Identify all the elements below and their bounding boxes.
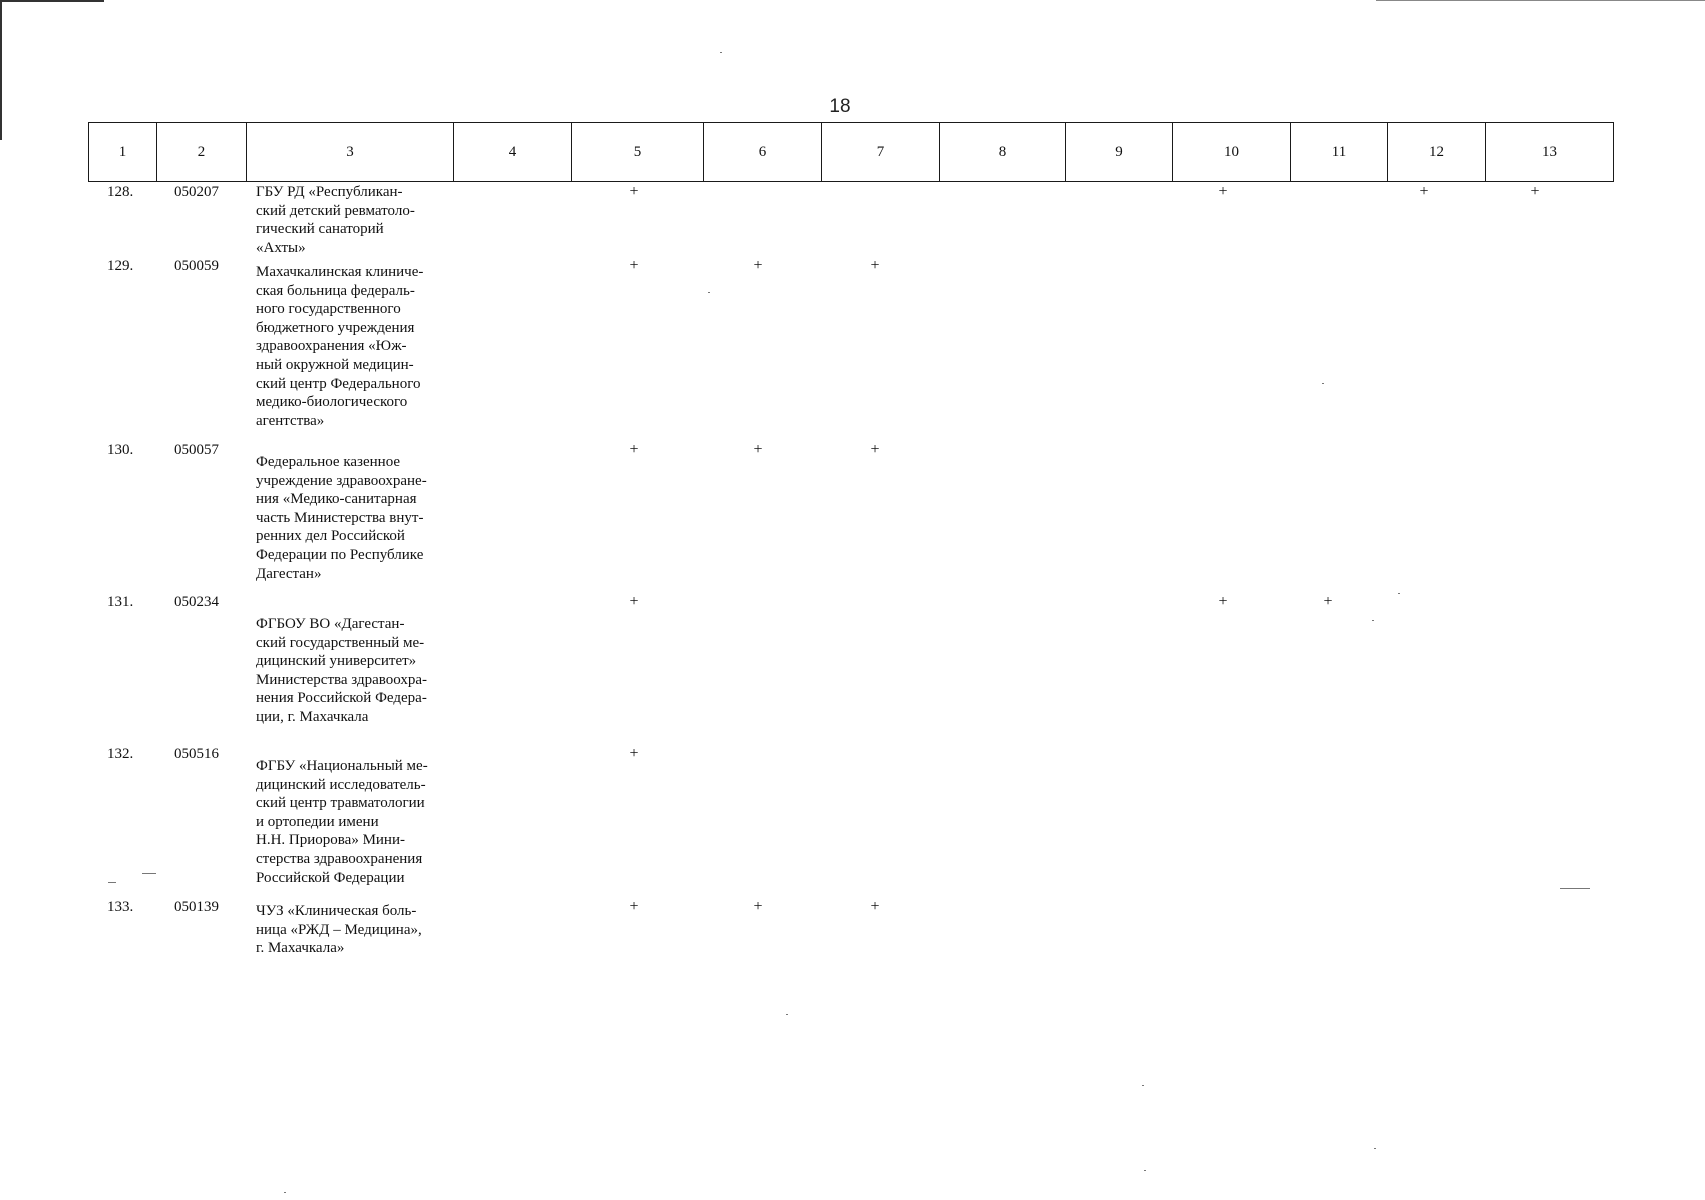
row-number: 128. (107, 184, 134, 200)
column-header-11: 11 (1291, 123, 1388, 182)
row-code: 050057 (174, 442, 219, 458)
column-header-8: 8 (940, 123, 1066, 182)
row-code: 050059 (174, 258, 219, 274)
column-header-2: 2 (157, 123, 247, 182)
name-line: Н.Н. Приорова» Мини- (256, 832, 405, 849)
mark-col-5: + (629, 898, 639, 915)
row-code: 050234 (174, 594, 219, 610)
scan-speck (720, 52, 722, 53)
name-line: часть Министерства внут- (256, 509, 424, 526)
name-line: агентства» (256, 412, 325, 429)
row-number: 130. (107, 442, 134, 458)
mark-col-6: + (753, 441, 763, 458)
scan-speck (1560, 888, 1590, 889)
mark-col-6: + (753, 257, 763, 274)
row-organization-name (256, 183, 456, 257)
name-line: ница «РЖД – Медицина», (256, 921, 422, 938)
mark-col-5: + (629, 745, 639, 762)
column-header-10: 10 (1173, 123, 1291, 182)
name-line: и ортопедии имени (256, 813, 379, 830)
row-number: 132. (107, 746, 134, 762)
mark-col-13: + (1530, 183, 1540, 200)
name-line: Махачкалинская клиниче- (256, 264, 424, 280)
mark-col-5: + (629, 593, 639, 610)
column-header-12: 12 (1388, 123, 1486, 182)
name-line: Федеральное казенное (256, 454, 401, 470)
name-line: ская больница федераль- (256, 282, 415, 299)
name-line: ский государственный ме- (256, 634, 425, 651)
name-line: ный окружной медицин- (256, 356, 414, 373)
row-code: 050139 (174, 899, 219, 915)
name-line: дицинский университет» (256, 653, 417, 670)
scan-speck (284, 1192, 286, 1193)
name-line: ФГБУ «Национальный ме- (256, 758, 428, 774)
name-line: дицинский исследователь- (256, 776, 426, 793)
mark-col-7: + (870, 898, 880, 915)
row-number: 133. (107, 899, 134, 915)
scan-speck (1398, 593, 1400, 594)
name-line: ский детский ревматоло- (256, 202, 415, 219)
name-line: ский центр травматологии (256, 795, 425, 812)
scan-speck (708, 292, 710, 293)
name-line: Российской Федерации (256, 869, 405, 886)
name-line: Федерации по Республике (256, 546, 424, 563)
name-line: медико-биологического (256, 394, 408, 411)
mark-col-5: + (629, 441, 639, 458)
mark-col-10: + (1218, 183, 1228, 200)
scan-speck (1374, 1148, 1376, 1149)
name-line: ного государственного (256, 301, 401, 318)
mark-col-12: + (1419, 183, 1429, 200)
name-line: бюджетного учреждения (256, 319, 415, 336)
mark-col-7: + (870, 257, 880, 274)
name-line: здравоохранения «Юж- (256, 338, 407, 355)
name-line: учреждение здравоохране- (256, 472, 427, 489)
column-header-13: 13 (1486, 123, 1614, 182)
scan-speck (142, 873, 156, 874)
row-number: 131. (107, 594, 134, 610)
row-organization-name (256, 902, 456, 958)
row-organization-name (256, 263, 456, 430)
name-line: ЧУЗ «Клиническая боль- (256, 903, 417, 919)
name-line: ренних дел Российской (256, 528, 405, 545)
column-header-3: 3 (247, 123, 454, 182)
name-line: нения Российской Федера- (256, 690, 427, 707)
row-code: 050516 (174, 746, 219, 762)
name-line: «Ахты» (256, 239, 306, 256)
scan-speck (786, 1014, 788, 1015)
row-organization-name (256, 453, 456, 583)
name-line: Министерства здравоохра- (256, 671, 427, 688)
column-header-5: 5 (572, 123, 704, 182)
row-organization-name (256, 615, 456, 727)
column-header-9: 9 (1066, 123, 1173, 182)
row-number: 129. (107, 258, 134, 274)
scan-speck (108, 882, 116, 883)
scan-speck (1144, 1170, 1146, 1171)
mark-col-6: + (753, 898, 763, 915)
column-header-1: 1 (89, 123, 157, 182)
page-number: 18 (829, 96, 851, 117)
row-code: 050207 (174, 184, 219, 200)
name-line: г. Махачкала» (256, 940, 345, 957)
row-organization-name (256, 757, 456, 887)
name-line: Дагестан» (256, 565, 322, 582)
mark-col-5: + (629, 257, 639, 274)
name-line: гический санаторий (256, 221, 384, 238)
mark-col-11: + (1323, 593, 1333, 610)
mark-col-10: + (1218, 593, 1228, 610)
scan-speck (1372, 620, 1374, 621)
name-line: ГБУ РД «Республикан- (256, 184, 403, 200)
column-header-6: 6 (704, 123, 822, 182)
name-line: ния «Медико-санитарная (256, 491, 417, 508)
mark-col-7: + (870, 441, 880, 458)
name-line: ции, г. Махачкала (256, 708, 369, 725)
scan-speck (1142, 1085, 1144, 1086)
name-line: ФГБОУ ВО «Дагестан- (256, 616, 405, 632)
column-header-4: 4 (454, 123, 572, 182)
name-line: стерства здравоохранения (256, 850, 423, 867)
name-line: ский центр Федерального (256, 375, 421, 392)
mark-col-5: + (629, 183, 639, 200)
scan-speck (1322, 383, 1324, 384)
column-header-7: 7 (822, 123, 940, 182)
